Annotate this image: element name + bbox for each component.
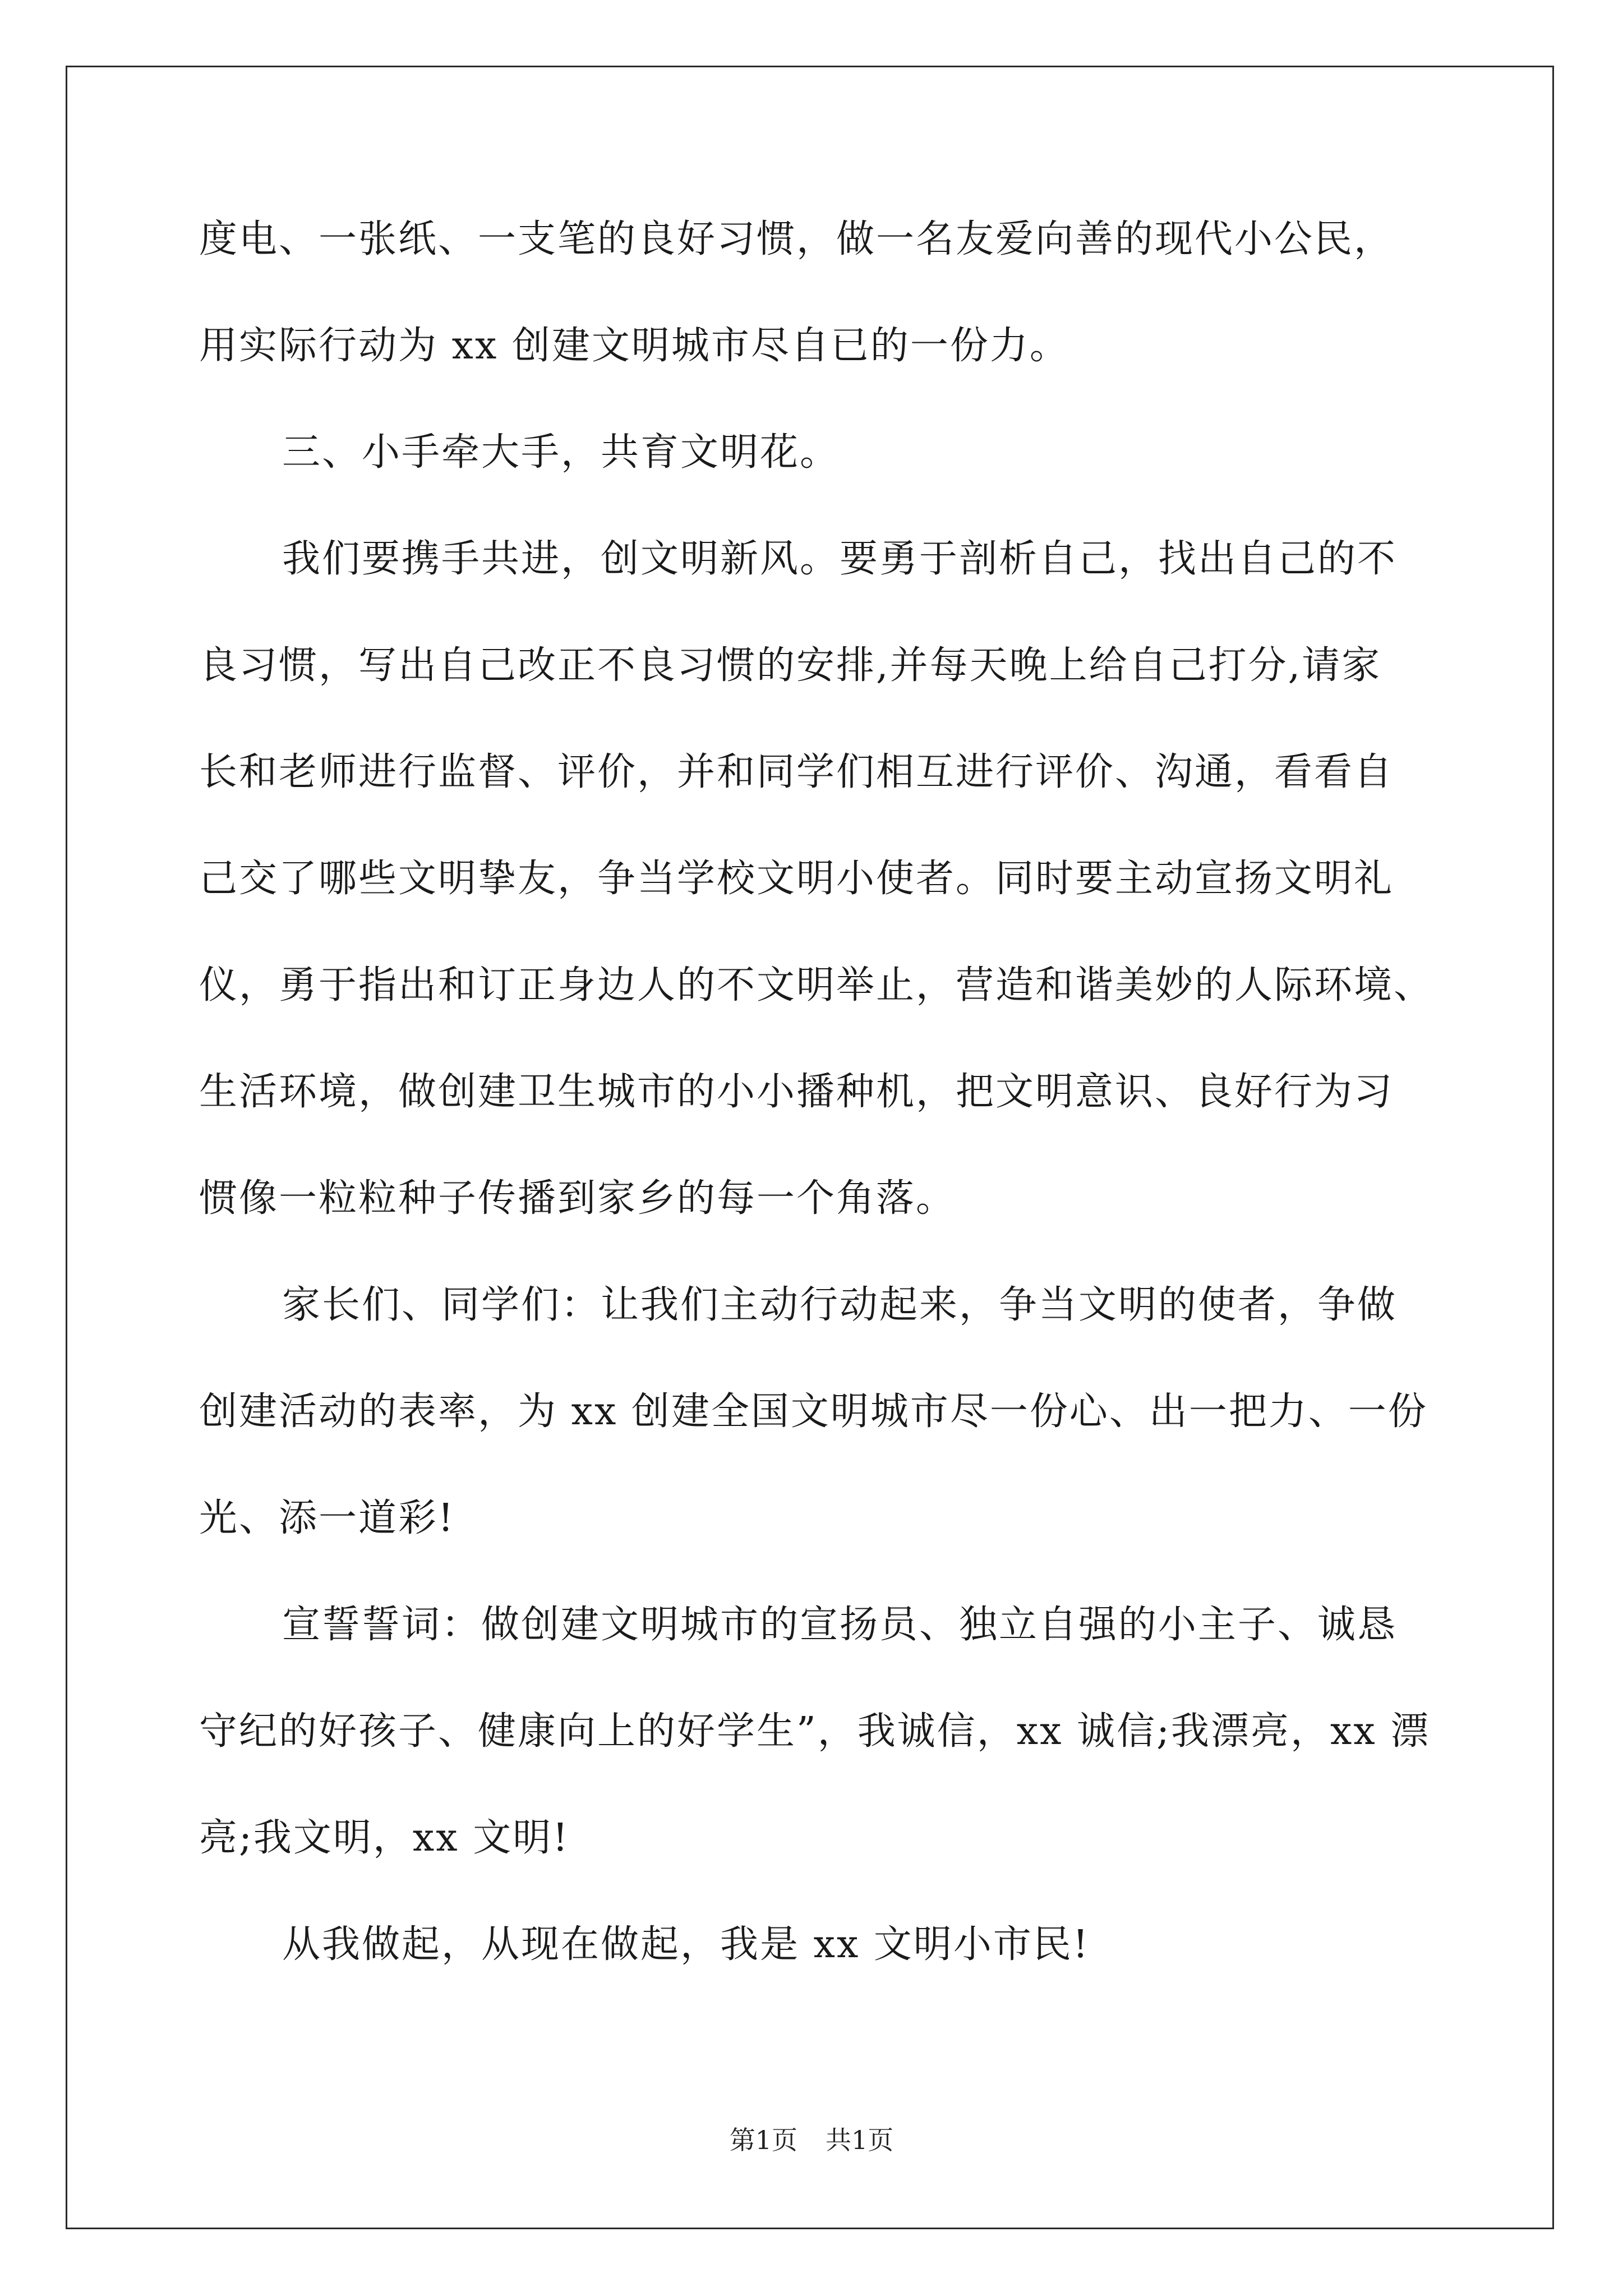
page-footer bbox=[0, 2123, 1623, 2157]
paragraph-2-line-1: 三、小手牵大手，共育文明花。 bbox=[282, 430, 840, 475]
paragraph-3-line-2: 良习惯，写出自己改正不良习惯的安排,并每天晚上给自己打分,请家 bbox=[199, 643, 1382, 688]
paragraph-4-line-1: 家长们、同学们：让我们主动行动起来，争当文明的使者，争做 bbox=[282, 1283, 1398, 1327]
paragraph-3-line-1: 我们要携手共进，创文明新风。要勇于剖析自己，找出自己的不 bbox=[282, 537, 1398, 581]
paragraph-4-line-3: 光、添一道彩! bbox=[199, 1496, 455, 1540]
page-number-label: 第1页 bbox=[729, 2125, 797, 2155]
page-total-label: 共1页 bbox=[826, 2125, 894, 2155]
paragraph-5-line-3: 亮;我文明，xx 文明! bbox=[199, 1816, 570, 1860]
paragraph-3-line-7: 惯像一粒粒种子传播到家乡的每一个角落。 bbox=[199, 1176, 956, 1221]
paragraph-3-line-3: 长和老师进行监督、评价，并和同学们相互进行评价、沟通，看看自 bbox=[199, 750, 1394, 794]
paragraph-4-line-2: 创建活动的表率，为 xx 创建全国文明城市尽一份心、出一把力、一份 bbox=[199, 1389, 1428, 1434]
paragraph-3-line-6: 生活环境，做创建卫生城市的小小播种机，把文明意识、良好行为习 bbox=[199, 1070, 1394, 1114]
paragraph-3-line-4: 己交了哪些文明挚友，争当学校文明小使者。同时要主动宣扬文明礼 bbox=[199, 857, 1394, 901]
paragraph-5-line-2: 守纪的好孩子、健康向上的好学生”，我诚信，xx 诚信;我漂亮，xx 漂 bbox=[199, 1709, 1431, 1754]
paragraph-6-line-1: 从我做起，从现在做起，我是 xx 文明小市民! bbox=[282, 1922, 1090, 1967]
paragraph-3-line-5: 仪，勇于指出和订正身边人的不文明举止，营造和谐美妙的人际环境、 bbox=[199, 963, 1434, 1007]
paragraph-1-line-2: 用实际行动为 xx 创建文明城市尽自已的一份力。 bbox=[199, 324, 1069, 368]
paragraph-1-line-1: 度电、一张纸、一支笔的良好习惯，做一名友爱向善的现代小公民， bbox=[199, 217, 1394, 261]
paragraph-5-line-1: 宣誓誓词：做创建文明城市的宣扬员、独立自强的小主子、诚恳 bbox=[282, 1603, 1398, 1647]
page-border bbox=[66, 66, 1554, 2229]
